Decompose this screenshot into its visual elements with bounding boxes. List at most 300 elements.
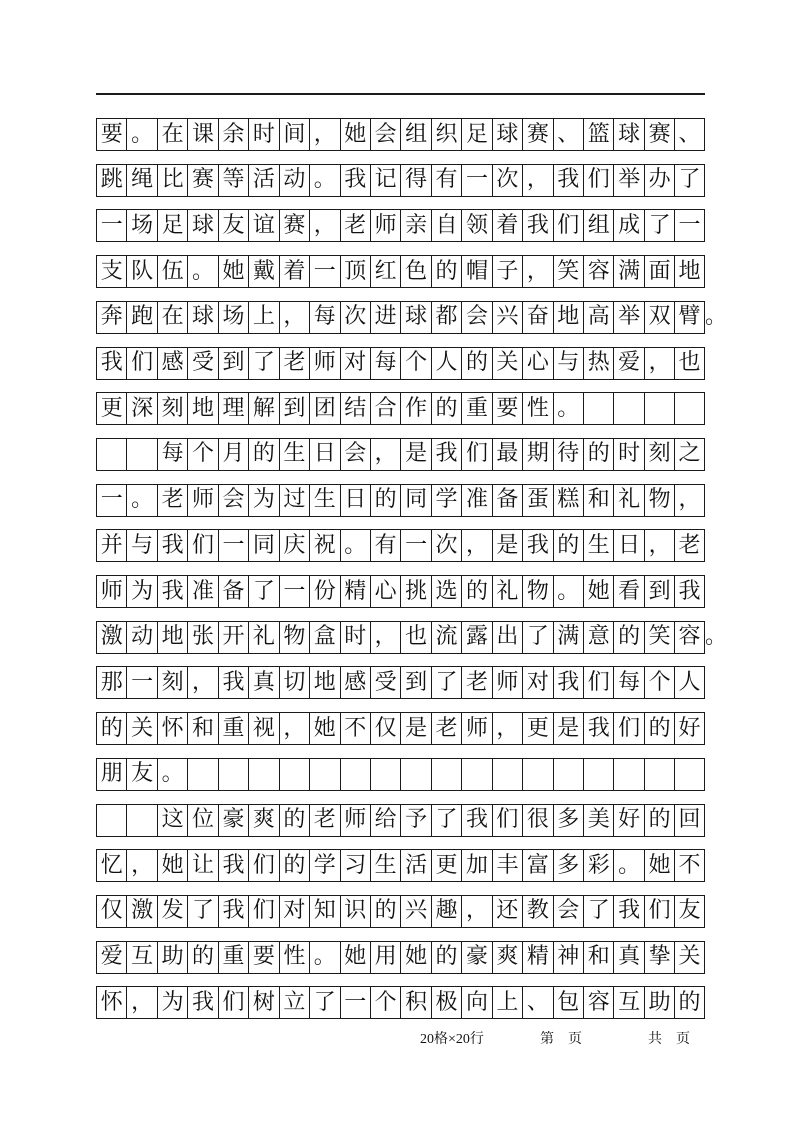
grid-cell: 的 [370, 896, 400, 927]
grid-cell: 成 [613, 210, 643, 241]
grid-cell: 的 [583, 439, 613, 470]
grid-cell: 赛 [644, 119, 674, 150]
grid-cell: 她 [340, 942, 370, 973]
grid-cell: 要 [248, 942, 278, 973]
grid-cell: 的 [248, 439, 278, 470]
grid-cell: 个 [187, 439, 217, 470]
grid-cell: 豪 [461, 942, 491, 973]
grid-cell: 富 [522, 850, 552, 881]
grid-row [96, 712, 705, 745]
grid-cell: ， [370, 439, 400, 470]
grid-cell: 对 [279, 896, 309, 927]
grid-cell: 更 [431, 850, 461, 881]
grid-cell: 会 [461, 302, 491, 333]
grid-cell: 更 [522, 713, 552, 744]
grid-cell: 日 [340, 485, 370, 516]
grid-cell: 为 [248, 485, 278, 516]
grid-cell: 学 [309, 850, 339, 881]
grid-row [96, 621, 705, 654]
grid-cell: 是 [400, 439, 430, 470]
grid-cell: 织 [431, 119, 461, 150]
grid-cell: 老 [431, 713, 461, 744]
grid-cell: 场 [218, 302, 248, 333]
top-rule [96, 93, 705, 95]
grid-cell: 到 [279, 393, 309, 424]
grid-cell: 她 [583, 576, 613, 607]
grid-cell: ， [126, 987, 156, 1018]
grid-cell: 老 [340, 210, 370, 241]
grid-cell: 合 [370, 393, 400, 424]
grid-cell: 时 [613, 439, 643, 470]
grid-cell: 办 [644, 165, 674, 196]
grid-cell [613, 393, 643, 424]
footer-page-label: 第 页 [540, 1032, 582, 1047]
grid-cell [96, 805, 126, 836]
grid-cell: 予 [400, 805, 430, 836]
grid-cell: 趣 [431, 896, 461, 927]
grid-cell: 组 [400, 119, 430, 150]
grid-cell: 我 [96, 348, 126, 379]
grid-cell: 为 [126, 576, 156, 607]
grid-cell: 的 [644, 713, 674, 744]
grid-cell: 们 [583, 667, 613, 698]
grid-cell: 等 [218, 165, 248, 196]
grid-cell: 面 [644, 256, 674, 287]
grid-cell: 着 [492, 210, 522, 241]
grid-cell: 露 [461, 622, 491, 653]
grid-cell: 真 [613, 942, 643, 973]
grid-cell: 与 [126, 530, 156, 561]
grid-cell: 日 [309, 439, 339, 470]
grid-cell: 赛 [279, 210, 309, 241]
grid-cell: 我 [461, 805, 491, 836]
grid-cell: 了 [674, 165, 704, 196]
grid-cell: ， [370, 622, 400, 653]
grid-cell: 多 [553, 805, 583, 836]
grid-cell: 同 [400, 485, 430, 516]
grid-cell: 我 [583, 713, 613, 744]
grid-cell: 生 [279, 439, 309, 470]
grid-cell: 真 [248, 667, 278, 698]
grid-cell: 彩 [583, 850, 613, 881]
grid-cell [218, 759, 248, 790]
grid-cell: 在 [157, 119, 187, 150]
grid-cell: 奔 [96, 302, 126, 333]
grid-cell [248, 759, 278, 790]
grid-cell: 关 [126, 713, 156, 744]
grid-cell: 这 [157, 805, 187, 836]
grid-cell: 我 [218, 896, 248, 927]
grid-cell: 她 [309, 713, 339, 744]
grid-cell: 赛 [187, 165, 217, 196]
grid-cell: 包 [553, 987, 583, 1018]
grid-cell: 团 [309, 393, 339, 424]
grid-cell: 会 [553, 896, 583, 927]
grid-cell: 那 [96, 667, 126, 698]
grid-cell: 给 [370, 805, 400, 836]
grid-cell: 我 [340, 165, 370, 196]
grid-cell: 树 [248, 987, 278, 1018]
grid-cell: 足 [157, 210, 187, 241]
grid-cell: 生 [309, 485, 339, 516]
grid-cell: 顶 [340, 256, 370, 287]
grid-cell: 在 [157, 302, 187, 333]
grid-cell: 容 [674, 622, 704, 653]
grid-cell: 兴 [400, 896, 430, 927]
grid-cell: 加 [461, 850, 491, 881]
grid-cell: 神 [553, 942, 583, 973]
grid-cell: 色 [400, 256, 430, 287]
grid-cell: 上 [492, 987, 522, 1018]
grid-cell: 向 [461, 987, 491, 1018]
grid-cell: 重 [218, 713, 248, 744]
grid-cell: 受 [370, 667, 400, 698]
grid-cell: 每 [613, 667, 643, 698]
grid-cell: 好 [674, 713, 704, 744]
grid-cell: 激 [126, 896, 156, 927]
grid-cell: 习 [340, 850, 370, 881]
grid-cell: 老 [157, 485, 187, 516]
grid-cell: 对 [340, 348, 370, 379]
grid-cell: 到 [644, 576, 674, 607]
grid-cell: 一 [96, 210, 126, 241]
grid-cell: 人 [674, 667, 704, 698]
grid-cell: 自 [431, 210, 461, 241]
grid-cell: 友 [218, 210, 248, 241]
grid-cell: 老 [279, 348, 309, 379]
grid-cell: 蛋 [522, 485, 552, 516]
grid-cell: 容 [583, 987, 613, 1018]
grid-cell: 性 [279, 942, 309, 973]
grid-cell: 。 [613, 850, 643, 881]
grid-cell: 丰 [492, 850, 522, 881]
grid-cell: 戴 [248, 256, 278, 287]
grid-cell: 为 [157, 987, 187, 1018]
grid-cell: ， [309, 119, 339, 150]
grid-cell: 是 [400, 713, 430, 744]
grid-cell: 我 [553, 667, 583, 698]
grid-cell: 篮 [583, 119, 613, 150]
grid-cell: 们 [126, 348, 156, 379]
grid-cell: 豪 [218, 805, 248, 836]
grid-cell: ， [461, 896, 491, 927]
grid-cell: 课 [187, 119, 217, 150]
grid-cell: 还 [492, 896, 522, 927]
grid-cell: 余 [218, 119, 248, 150]
grid-cell: 我 [674, 576, 704, 607]
grid-cell: 关 [674, 942, 704, 973]
grid-cell: 每 [157, 439, 187, 470]
grid-cell [522, 759, 552, 790]
grid-cell: 一 [400, 530, 430, 561]
grid-cell: 地 [553, 302, 583, 333]
grid-cell: 友 [674, 896, 704, 927]
grid-cell: 师 [492, 667, 522, 698]
grid-cell: 球 [613, 119, 643, 150]
grid-cell: 。 [126, 485, 156, 516]
grid-cell: 不 [674, 850, 704, 881]
grid-cell: 谊 [248, 210, 278, 241]
grid-cell: 高 [583, 302, 613, 333]
grid-cell: 了 [583, 896, 613, 927]
grid-cell: 帽 [461, 256, 491, 287]
grid-cell: 时 [248, 119, 278, 150]
grid-cell: 了 [522, 622, 552, 653]
footer-grid-size: 20格×20行 [420, 1032, 484, 1047]
grid-cell: 刻 [644, 439, 674, 470]
grid-cell: 生 [370, 850, 400, 881]
grid-cell: 她 [157, 850, 187, 881]
grid-cell: 我 [218, 667, 248, 698]
grid-cell: 个 [400, 348, 430, 379]
grid-cell: 深 [126, 393, 156, 424]
grid-cell: 师 [187, 485, 217, 516]
grid-cell: 准 [461, 485, 491, 516]
grid-cell: 次 [340, 302, 370, 333]
grid-cell [461, 759, 491, 790]
grid-cell: 积 [400, 987, 430, 1018]
grid-cell: 生 [583, 530, 613, 561]
grid-cell: 活 [400, 850, 430, 881]
grid-cell: 助 [644, 987, 674, 1018]
grid-cell: 。 [157, 759, 187, 790]
grid-cell: 祝 [309, 530, 339, 561]
grid-cell: 礼 [492, 576, 522, 607]
grid-cell: 她 [218, 256, 248, 287]
grid-cell: 热 [583, 348, 613, 379]
grid-row [96, 118, 705, 151]
grid-cell: 心 [522, 348, 552, 379]
grid-row [96, 986, 705, 1019]
grid-cell: 。 [553, 576, 583, 607]
grid-cell: 刻 [157, 667, 187, 698]
grid-cell: 兴 [492, 302, 522, 333]
grid-cell: 我 [553, 165, 583, 196]
grid-cell: 红 [370, 256, 400, 287]
grid-cell: 我 [218, 850, 248, 881]
grid-cell [644, 393, 674, 424]
grid-cell [431, 759, 461, 790]
grid-cell: 性 [522, 393, 552, 424]
grid-cell: 并 [96, 530, 126, 561]
grid-cell: 份 [309, 576, 339, 607]
grid-cell: 双 [644, 302, 674, 333]
grid-cell: 日 [613, 530, 643, 561]
grid-cell: 多 [553, 850, 583, 881]
grid-cell: 满 [613, 256, 643, 287]
grid-cell: ， [522, 256, 552, 287]
grid-cell: 我 [431, 439, 461, 470]
grid-cell: ， [461, 530, 491, 561]
grid-cell: 的 [461, 576, 491, 607]
grid-cell [644, 759, 674, 790]
grid-cell: 队 [126, 256, 156, 287]
grid-cell: 次 [492, 165, 522, 196]
grid-cell: ， [309, 210, 339, 241]
grid-cell: 球 [187, 210, 217, 241]
grid-cell: 活 [248, 165, 278, 196]
grid-row [96, 347, 705, 380]
grid-cell [340, 759, 370, 790]
grid-cell: 一 [309, 256, 339, 287]
grid-cell: 了 [248, 348, 278, 379]
grid-cell: ， [522, 165, 552, 196]
grid-cell: 上 [248, 302, 278, 333]
grid-cell: 和 [187, 713, 217, 744]
grid-cell: 每 [309, 302, 339, 333]
grid-cell: 的 [644, 805, 674, 836]
grid-cell: 礼 [248, 622, 278, 653]
grid-cell: 心 [370, 576, 400, 607]
grid-cell: 糕 [553, 485, 583, 516]
grid-cell: 理 [218, 393, 248, 424]
grid-cell: 互 [126, 942, 156, 973]
grid-cell: 领 [461, 210, 491, 241]
grid-row [96, 666, 705, 699]
grid-cell: 也 [674, 348, 704, 379]
grid-cell: 。 [126, 119, 156, 150]
grid-cell: 我 [522, 530, 552, 561]
grid-cell: 的 [431, 393, 461, 424]
grid-cell: 们 [248, 850, 278, 881]
grid-cell: 。 [553, 393, 583, 424]
grid-cell: 臂 [674, 302, 704, 333]
grid-cell: 师 [96, 576, 126, 607]
grid-cell: 比 [157, 165, 187, 196]
grid-cell: 忆 [96, 850, 126, 881]
grid-cell: 友 [126, 759, 156, 790]
grid-cell: 重 [218, 942, 248, 973]
grid-cell: 球 [187, 302, 217, 333]
grid-cell: 们 [553, 210, 583, 241]
grid-cell: 朋 [96, 759, 126, 790]
grid-cell [400, 759, 430, 790]
grid-cell: 都 [431, 302, 461, 333]
grid-cell: 切 [279, 667, 309, 698]
grid-cell: 刻 [157, 393, 187, 424]
grid-cell: 爱 [96, 942, 126, 973]
grid-cell: ， [187, 667, 217, 698]
grid-cell: 极 [431, 987, 461, 1018]
grid-cell: 不 [340, 713, 370, 744]
grid-cell: 动 [279, 165, 309, 196]
grid-cell: 有 [370, 530, 400, 561]
grid-cell: ， [279, 302, 309, 333]
grid-cell: 激 [96, 622, 126, 653]
grid-cell: 要 [96, 119, 126, 150]
grid-cell: 举 [613, 302, 643, 333]
grid-row [96, 758, 705, 791]
grid-cell: 备 [492, 485, 522, 516]
grid-cell: 地 [674, 256, 704, 287]
grid-cell: 了 [431, 667, 461, 698]
grid-cell: 很 [522, 805, 552, 836]
grid-cell: 的 [613, 622, 643, 653]
grid-cell: 师 [370, 210, 400, 241]
grid-cell: 时 [340, 622, 370, 653]
grid-cell: 绳 [126, 165, 156, 196]
grid-cell: 进 [370, 302, 400, 333]
grid-cell: 我 [613, 896, 643, 927]
grid-cell: 会 [370, 119, 400, 150]
grid-cell: 一 [126, 667, 156, 698]
grid-cell: ， [644, 530, 674, 561]
grid-cell: 个 [370, 987, 400, 1018]
grid-cell: 我 [157, 576, 187, 607]
grid-cell: 同 [248, 530, 278, 561]
grid-cell: 组 [583, 210, 613, 241]
grid-cell: 动 [126, 622, 156, 653]
grid-cell: 立 [279, 987, 309, 1018]
grid-cell: 她 [644, 850, 674, 881]
grid-cell: 关 [492, 348, 522, 379]
grid-row [96, 392, 705, 425]
grid-cell: 老 [674, 530, 704, 561]
grid-cell: 知 [309, 896, 339, 927]
grid-cell: 有 [431, 165, 461, 196]
grid-cell: 球 [492, 119, 522, 150]
grid-cell: 是 [492, 530, 522, 561]
grid-cell: 奋 [522, 302, 552, 333]
grid-cell: 次 [431, 530, 461, 561]
grid-cell: 间 [279, 119, 309, 150]
grid-cell: 们 [218, 987, 248, 1018]
grid-cell: ， [644, 348, 674, 379]
grid-cell: 我 [157, 530, 187, 561]
grid-cell: 挚 [644, 942, 674, 973]
grid-cell: 了 [248, 576, 278, 607]
grid-cell [126, 439, 156, 470]
grid-cell: 庆 [279, 530, 309, 561]
grid-cell: 发 [157, 896, 187, 927]
grid-cell: 挑 [400, 576, 430, 607]
grid-cell: 笑 [644, 622, 674, 653]
grid-cell: 视 [248, 713, 278, 744]
grid-cell: 仅 [96, 896, 126, 927]
grid-cell: 怀 [157, 713, 187, 744]
grid-cell: 们 [187, 530, 217, 561]
grid-cell: 地 [309, 667, 339, 698]
grid-cell: 到 [400, 667, 430, 698]
grid-cell: 之 [674, 439, 704, 470]
footer-total-label: 共 页 [648, 1032, 690, 1047]
grid-cell: 我 [522, 210, 552, 241]
grid-cell: 爽 [248, 805, 278, 836]
grid-row [96, 895, 705, 928]
grid-cell [583, 759, 613, 790]
grid-cell [96, 439, 126, 470]
grid-cell: 的 [279, 805, 309, 836]
grid-cell: 和 [583, 942, 613, 973]
grid-cell: 一 [218, 530, 248, 561]
grid-cell: 球 [400, 302, 430, 333]
grid-row [96, 301, 705, 334]
grid-cell [187, 759, 217, 790]
grid-cell: 爽 [492, 942, 522, 973]
grid-cell: 感 [157, 348, 187, 379]
grid-cell: 的 [187, 942, 217, 973]
grid-cell: 亲 [400, 210, 430, 241]
grid-cell: 一 [461, 165, 491, 196]
grid-cell: 的 [431, 942, 461, 973]
grid-cell [492, 759, 522, 790]
grid-cell: 要 [492, 393, 522, 424]
grid-cell: 了 [644, 210, 674, 241]
grid-cell: 我 [187, 987, 217, 1018]
grid-cell: ， [126, 850, 156, 881]
grid-cell: 礼 [613, 485, 643, 516]
grid-row [96, 529, 705, 562]
